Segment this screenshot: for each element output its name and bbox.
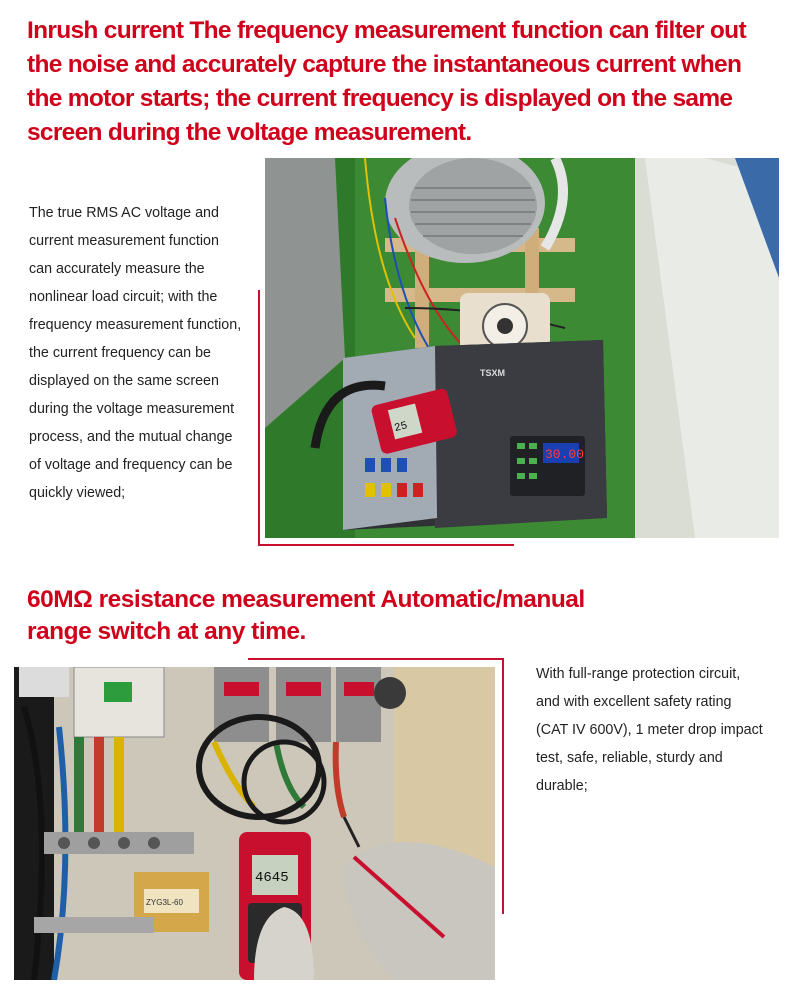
section1-paragraph: The true RMS AC voltage and current measurement function can accurately measure the nonlinear load circuit; with the frequency measurement function, the current frequency can be displayed on the same screen during the voltage measurement process, and the mutual change of voltage and frequency can be quickly viewed;: [29, 205, 242, 501]
electrical-panel-photo: [14, 667, 495, 980]
accent-line-horizontal-2: [248, 658, 504, 660]
section2-paragraph: With full-range protection circuit, and with excellent safety rating (CAT IV 600V), 1 meter drop impact test, safe, reliable, sturdy and durable;: [536, 666, 763, 794]
motor-inverter-photo: [265, 158, 779, 538]
section2-heading: 60MΩ resistance measurement Automatic/manual range switch at any time.: [27, 586, 585, 645]
meter-reading: 4645: [255, 870, 289, 886]
transformer-label: ZYG3L-60: [146, 898, 183, 907]
inverter-display: 30.00: [545, 447, 585, 462]
section1-heading: Inrush current The frequency measurement function can filter out the noise and accurately capture the instantaneous current when the motor starts; the current frequency is displayed on the same screen during the voltage measurement.: [27, 17, 746, 146]
clamp-meter-reading: 25: [393, 420, 409, 436]
accent-line-horizontal-1: [258, 544, 514, 546]
inverter-label: TSXM: [480, 368, 506, 378]
accent-line-vertical-2: [502, 658, 504, 914]
accent-line-vertical-1: [258, 290, 260, 546]
